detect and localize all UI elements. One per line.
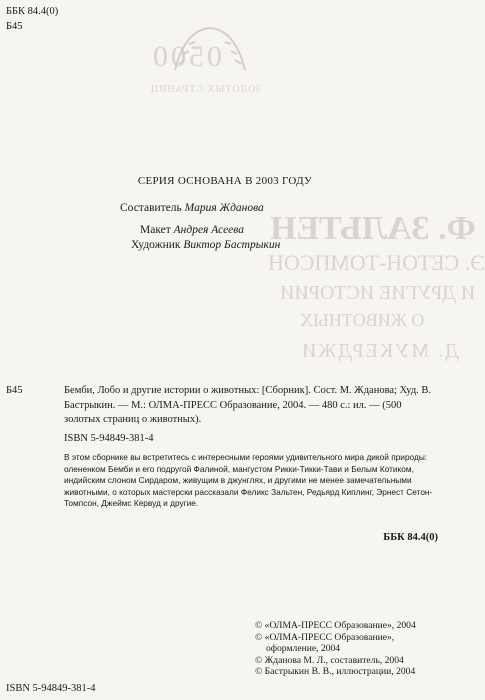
- ghost-text: Ф. ЗАЛЬТЕН: [270, 210, 476, 247]
- isbn: ISBN 5-94849-381-4: [64, 433, 154, 444]
- isbn-bottom: ISBN 5-94849-381-4: [6, 683, 96, 694]
- credit-role: Макет: [140, 224, 171, 236]
- bbk-code-top: ББК 84.4(0): [6, 6, 59, 17]
- credit-name: Мария Жданова: [184, 202, 264, 214]
- copyright-block: [255, 620, 416, 678]
- credit-role: Составитель: [120, 202, 182, 214]
- ghost-text: 0500: [150, 40, 222, 73]
- bibliographic-code: Б45: [6, 385, 23, 396]
- copyright-line: оформление, 2004: [266, 643, 341, 654]
- ghost-text: Д. МУКЕРДЖИ: [300, 340, 459, 362]
- credit-compiler: [120, 202, 264, 214]
- copyright-line: © Жданова М. Л., составитель, 2004: [255, 654, 404, 666]
- ghost-text: Э. СЕТОН-ТОМПСОН: [268, 250, 485, 275]
- bibliographic-text: Бемби, Лобо и другие истории о животных: [Сборник]. Сост. М. Жданова; Худ. В. Бастрыкин. — М.: ОЛМА-ПРЕСС Образование, 2004. — 480 с.: ил. — (500 золотых страниц о животных).: [64, 385, 432, 425]
- credit-artist: [131, 239, 280, 251]
- credit-name: Виктор Бастрыкин: [183, 239, 281, 251]
- credit-layout: [140, 224, 244, 236]
- credit-name: Андрея Асеева: [173, 224, 244, 236]
- ghost-text: ЗОЛОТЫХ СТРАНИЦ: [150, 84, 262, 95]
- bbk-code-right: ББК 84.4(0): [383, 532, 438, 543]
- author-sign-code: Б45: [6, 21, 23, 32]
- abstract-text: В этом сборнике вы встретитесь с интересными героями удивительного мира дикой природы: олененком Бемби и его подругой Фалиной, мангустом Рикки-Тикки-Тави и Белым Котиком, индийским слоном Сирдаром, живущим в джунглях, и другими не менее замечательными животными, о которых мастерски рассказали Феликс Зальтен, Редьярд Киплинг, Эрнест Сетон-Томпсон, Джеймс Кервуд и другие.: [64, 452, 433, 508]
- bibliographic-entry: [6, 384, 439, 428]
- series-line: СЕРИЯ ОСНОВАНА В 2003 ГОДУ: [137, 175, 313, 187]
- ghost-text: О ЖИВОТНЫХ: [300, 310, 425, 330]
- copyright-line: © Бастрыкин В. В., иллюстрации, 2004: [255, 666, 416, 677]
- credit-role: Художник: [131, 239, 181, 251]
- copyright-line: © «ОЛМА-ПРЕСС Образование»,: [255, 631, 395, 643]
- ghost-text: И ДРУГИЕ ИСТОРИИ: [280, 282, 476, 304]
- copyright-line: © «ОЛМА-ПРЕСС Образование», 2004: [255, 620, 416, 631]
